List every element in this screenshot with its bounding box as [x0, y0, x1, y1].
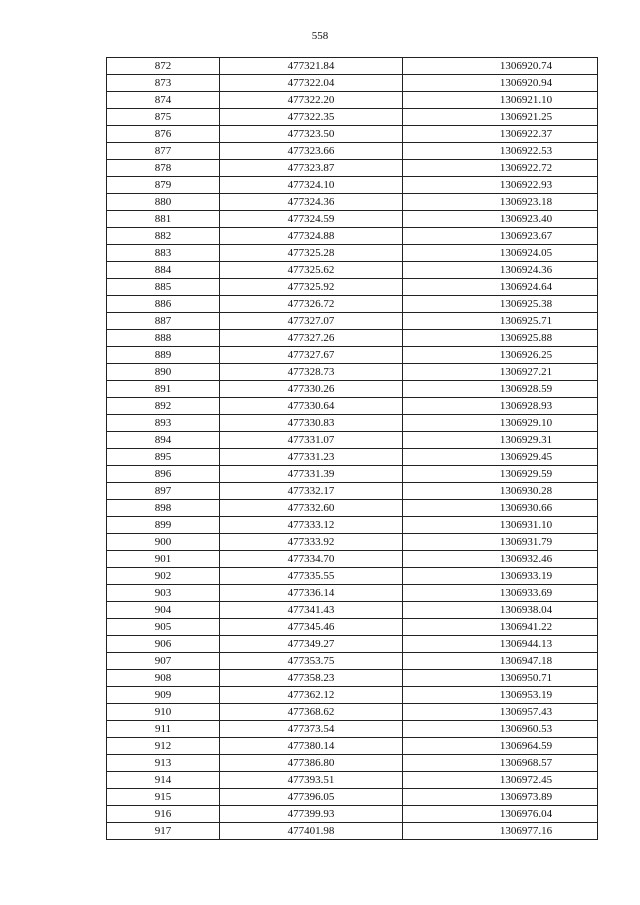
y-coordinate-cell: [403, 313, 598, 330]
y-coordinate-value: 1306926.25: [499, 349, 553, 361]
point-number-cell: 906: [107, 636, 220, 653]
y-coordinate-value: 1306953.19: [499, 689, 553, 701]
table-row: [107, 364, 598, 381]
table-row: [107, 466, 598, 483]
table-row: [107, 177, 598, 194]
point-number-cell: 893: [107, 415, 220, 432]
point-number-cell: 894: [107, 432, 220, 449]
y-coordinate-value: 1306930.66: [499, 502, 553, 514]
x-coordinate-cell: 477396.05: [220, 789, 403, 806]
y-coordinate-cell: [403, 364, 598, 381]
y-coordinate-cell: [403, 772, 598, 789]
table-row: [107, 432, 598, 449]
y-coordinate-value: 1306960.53: [499, 723, 553, 735]
table-row: [107, 653, 598, 670]
page-number: 558: [311, 30, 329, 42]
y-coordinate-value: 1306922.53: [499, 145, 553, 157]
table-row: [107, 806, 598, 823]
point-number-cell: 908: [107, 670, 220, 687]
x-coordinate-cell: 477353.75: [220, 653, 403, 670]
y-coordinate-cell: [403, 551, 598, 568]
y-coordinate-value: 1306944.13: [499, 638, 553, 650]
y-coordinate-value: 1306922.37: [499, 128, 553, 140]
y-coordinate-cell: [403, 432, 598, 449]
point-number-cell: 877: [107, 143, 220, 160]
x-coordinate-cell: 477331.39: [220, 466, 403, 483]
x-coordinate-cell: 477323.50: [220, 126, 403, 143]
y-coordinate-cell: [403, 109, 598, 126]
y-coordinate-value: 1306929.10: [499, 417, 553, 429]
point-number-cell: 874: [107, 92, 220, 109]
y-coordinate-value: 1306964.59: [499, 740, 553, 752]
y-coordinate-cell: [403, 704, 598, 721]
table-row: [107, 704, 598, 721]
x-coordinate-cell: 477324.59: [220, 211, 403, 228]
table-row: [107, 500, 598, 517]
y-coordinate-cell: [403, 415, 598, 432]
point-number-cell: 881: [107, 211, 220, 228]
y-coordinate-value: 1306924.64: [499, 281, 553, 293]
y-coordinate-cell: [403, 602, 598, 619]
coordinates-table: [106, 57, 598, 840]
table-row: [107, 75, 598, 92]
y-coordinate-value: 1306928.93: [499, 400, 553, 412]
point-number-cell: 883: [107, 245, 220, 262]
point-number-cell: 910: [107, 704, 220, 721]
y-coordinate-value: 1306976.04: [499, 808, 553, 820]
y-coordinate-cell: [403, 789, 598, 806]
y-coordinate-value: 1306925.88: [499, 332, 553, 344]
x-coordinate-cell: 477393.51: [220, 772, 403, 789]
y-coordinate-value: 1306929.31: [499, 434, 553, 446]
point-number-cell: 897: [107, 483, 220, 500]
x-coordinate-cell: 477326.72: [220, 296, 403, 313]
table-row: [107, 313, 598, 330]
x-coordinate-cell: 477331.07: [220, 432, 403, 449]
y-coordinate-value: 1306947.18: [499, 655, 553, 667]
y-coordinate-cell: [403, 194, 598, 211]
point-number-cell: 915: [107, 789, 220, 806]
y-coordinate-cell: [403, 568, 598, 585]
y-coordinate-value: 1306933.19: [499, 570, 553, 582]
table-row: [107, 143, 598, 160]
table-row: [107, 126, 598, 143]
point-number-cell: 905: [107, 619, 220, 636]
y-coordinate-cell: [403, 75, 598, 92]
y-coordinate-value: 1306923.18: [499, 196, 553, 208]
point-number-cell: 911: [107, 721, 220, 738]
table-body: [107, 58, 598, 840]
y-coordinate-value: 1306977.16: [499, 825, 553, 837]
point-number-cell: 909: [107, 687, 220, 704]
y-coordinate-value: 1306929.59: [499, 468, 553, 480]
y-coordinate-value: 1306933.69: [499, 587, 553, 599]
y-coordinate-cell: [403, 92, 598, 109]
x-coordinate-cell: 477325.92: [220, 279, 403, 296]
y-coordinate-value: 1306921.25: [499, 111, 553, 123]
table-row: [107, 602, 598, 619]
y-coordinate-value: 1306950.71: [499, 672, 553, 684]
x-coordinate-cell: 477324.88: [220, 228, 403, 245]
x-coordinate-cell: 477349.27: [220, 636, 403, 653]
table-row: [107, 636, 598, 653]
y-coordinate-cell: [403, 500, 598, 517]
y-coordinate-value: 1306941.22: [499, 621, 553, 633]
x-coordinate-cell: 477327.67: [220, 347, 403, 364]
table-row: [107, 483, 598, 500]
y-coordinate-value: 1306932.46: [499, 553, 553, 565]
y-coordinate-cell: [403, 466, 598, 483]
table-row: [107, 517, 598, 534]
point-number-cell: 907: [107, 653, 220, 670]
table-row: [107, 245, 598, 262]
point-number-cell: 882: [107, 228, 220, 245]
x-coordinate-cell: 477333.12: [220, 517, 403, 534]
table-row: [107, 738, 598, 755]
table-row: [107, 721, 598, 738]
point-number-cell: 890: [107, 364, 220, 381]
y-coordinate-cell: [403, 721, 598, 738]
x-coordinate-cell: 477380.14: [220, 738, 403, 755]
y-coordinate-cell: [403, 279, 598, 296]
y-coordinate-cell: [403, 449, 598, 466]
y-coordinate-cell: [403, 517, 598, 534]
y-coordinate-value: 1306920.94: [499, 77, 553, 89]
x-coordinate-cell: 477324.36: [220, 194, 403, 211]
x-coordinate-cell: 477332.17: [220, 483, 403, 500]
y-coordinate-cell: [403, 619, 598, 636]
y-coordinate-cell: [403, 534, 598, 551]
y-coordinate-cell: [403, 143, 598, 160]
point-number-cell: 892: [107, 398, 220, 415]
x-coordinate-cell: 477324.10: [220, 177, 403, 194]
table-row: [107, 772, 598, 789]
y-coordinate-cell: [403, 245, 598, 262]
x-coordinate-cell: 477322.35: [220, 109, 403, 126]
x-coordinate-cell: 477358.23: [220, 670, 403, 687]
x-coordinate-cell: 477345.46: [220, 619, 403, 636]
point-number-cell: 916: [107, 806, 220, 823]
point-number-cell: 889: [107, 347, 220, 364]
x-coordinate-cell: 477373.54: [220, 721, 403, 738]
y-coordinate-cell: [403, 585, 598, 602]
x-coordinate-cell: 477332.60: [220, 500, 403, 517]
x-coordinate-cell: 477325.62: [220, 262, 403, 279]
y-coordinate-value: 1306923.40: [499, 213, 553, 225]
point-number-cell: 896: [107, 466, 220, 483]
y-coordinate-cell: [403, 126, 598, 143]
table-row: [107, 330, 598, 347]
point-number-cell: 903: [107, 585, 220, 602]
table-row: [107, 92, 598, 109]
y-coordinate-value: 1306968.57: [499, 757, 553, 769]
point-number-cell: 885: [107, 279, 220, 296]
y-coordinate-value: 1306928.59: [499, 383, 553, 395]
y-coordinate-cell: [403, 670, 598, 687]
y-coordinate-value: 1306931.10: [499, 519, 553, 531]
point-number-cell: 876: [107, 126, 220, 143]
x-coordinate-cell: 477336.14: [220, 585, 403, 602]
y-coordinate-value: 1306921.10: [499, 94, 553, 106]
y-coordinate-cell: [403, 211, 598, 228]
table-row: [107, 619, 598, 636]
y-coordinate-cell: [403, 228, 598, 245]
y-coordinate-value: 1306920.74: [499, 60, 553, 72]
x-coordinate-cell: 477330.83: [220, 415, 403, 432]
y-coordinate-value: 1306929.45: [499, 451, 553, 463]
point-number-cell: 872: [107, 58, 220, 75]
table-row: [107, 109, 598, 126]
x-coordinate-cell: 477334.70: [220, 551, 403, 568]
x-coordinate-cell: 477368.62: [220, 704, 403, 721]
point-number-cell: 895: [107, 449, 220, 466]
table-row: [107, 823, 598, 840]
y-coordinate-value: 1306924.05: [499, 247, 553, 259]
point-number-cell: 900: [107, 534, 220, 551]
y-coordinate-cell: [403, 755, 598, 772]
y-coordinate-cell: [403, 806, 598, 823]
y-coordinate-value: 1306925.38: [499, 298, 553, 310]
x-coordinate-cell: 477327.07: [220, 313, 403, 330]
point-number-cell: 888: [107, 330, 220, 347]
point-number-cell: 917: [107, 823, 220, 840]
point-number-cell: 884: [107, 262, 220, 279]
point-number-cell: 912: [107, 738, 220, 755]
table-row: [107, 398, 598, 415]
x-coordinate-cell: 477322.04: [220, 75, 403, 92]
point-number-cell: 904: [107, 602, 220, 619]
y-coordinate-value: 1306922.93: [499, 179, 553, 191]
y-coordinate-value: 1306931.79: [499, 536, 553, 548]
point-number-cell: 887: [107, 313, 220, 330]
table-row: [107, 568, 598, 585]
x-coordinate-cell: 477327.26: [220, 330, 403, 347]
y-coordinate-cell: [403, 653, 598, 670]
table-row: [107, 551, 598, 568]
y-coordinate-cell: [403, 738, 598, 755]
y-coordinate-cell: [403, 58, 598, 75]
y-coordinate-cell: [403, 823, 598, 840]
table-row: [107, 670, 598, 687]
y-coordinate-value: 1306927.21: [499, 366, 553, 378]
table-row: [107, 347, 598, 364]
point-number-cell: 913: [107, 755, 220, 772]
x-coordinate-cell: 477330.64: [220, 398, 403, 415]
y-coordinate-value: 1306930.28: [499, 485, 553, 497]
x-coordinate-cell: 477323.87: [220, 160, 403, 177]
x-coordinate-cell: 477325.28: [220, 245, 403, 262]
table-row: [107, 381, 598, 398]
y-coordinate-cell: [403, 687, 598, 704]
table-row: [107, 279, 598, 296]
y-coordinate-cell: [403, 262, 598, 279]
point-number-cell: 899: [107, 517, 220, 534]
table-row: [107, 211, 598, 228]
point-number-cell: 886: [107, 296, 220, 313]
y-coordinate-cell: [403, 160, 598, 177]
y-coordinate-cell: [403, 636, 598, 653]
table-row: [107, 160, 598, 177]
point-number-cell: 873: [107, 75, 220, 92]
y-coordinate-value: 1306957.43: [499, 706, 553, 718]
y-coordinate-cell: [403, 398, 598, 415]
table-row: [107, 449, 598, 466]
x-coordinate-cell: 477399.93: [220, 806, 403, 823]
x-coordinate-cell: 477323.66: [220, 143, 403, 160]
x-coordinate-cell: 477335.55: [220, 568, 403, 585]
y-coordinate-cell: [403, 483, 598, 500]
table-row: [107, 687, 598, 704]
table-row: [107, 58, 598, 75]
point-number-cell: 914: [107, 772, 220, 789]
y-coordinate-cell: [403, 347, 598, 364]
table-row: [107, 789, 598, 806]
table-row: [107, 585, 598, 602]
y-coordinate-value: 1306938.04: [499, 604, 553, 616]
x-coordinate-cell: 477321.84: [220, 58, 403, 75]
y-coordinate-value: 1306924.36: [499, 264, 553, 276]
y-coordinate-cell: [403, 177, 598, 194]
y-coordinate-cell: [403, 330, 598, 347]
point-number-cell: 879: [107, 177, 220, 194]
x-coordinate-cell: 477333.92: [220, 534, 403, 551]
table-row: [107, 194, 598, 211]
x-coordinate-cell: 477386.80: [220, 755, 403, 772]
y-coordinate-cell: [403, 296, 598, 313]
x-coordinate-cell: 477331.23: [220, 449, 403, 466]
y-coordinate-cell: [403, 381, 598, 398]
x-coordinate-cell: 477401.98: [220, 823, 403, 840]
x-coordinate-cell: 477328.73: [220, 364, 403, 381]
table-row: [107, 534, 598, 551]
y-coordinate-value: 1306973.89: [499, 791, 553, 803]
point-number-cell: 891: [107, 381, 220, 398]
table-row: [107, 415, 598, 432]
y-coordinate-value: 1306972.45: [499, 774, 553, 786]
x-coordinate-cell: 477362.12: [220, 687, 403, 704]
x-coordinate-cell: 477341.43: [220, 602, 403, 619]
y-coordinate-value: 1306925.71: [499, 315, 553, 327]
table-row: [107, 296, 598, 313]
point-number-cell: 878: [107, 160, 220, 177]
x-coordinate-cell: 477330.26: [220, 381, 403, 398]
table-row: [107, 228, 598, 245]
point-number-cell: 898: [107, 500, 220, 517]
x-coordinate-cell: 477322.20: [220, 92, 403, 109]
table-row: [107, 755, 598, 772]
table-row: [107, 262, 598, 279]
y-coordinate-value: 1306922.72: [499, 162, 553, 174]
y-coordinate-value: 1306923.67: [499, 230, 553, 242]
point-number-cell: 902: [107, 568, 220, 585]
point-number-cell: 901: [107, 551, 220, 568]
point-number-cell: 875: [107, 109, 220, 126]
point-number-cell: 880: [107, 194, 220, 211]
